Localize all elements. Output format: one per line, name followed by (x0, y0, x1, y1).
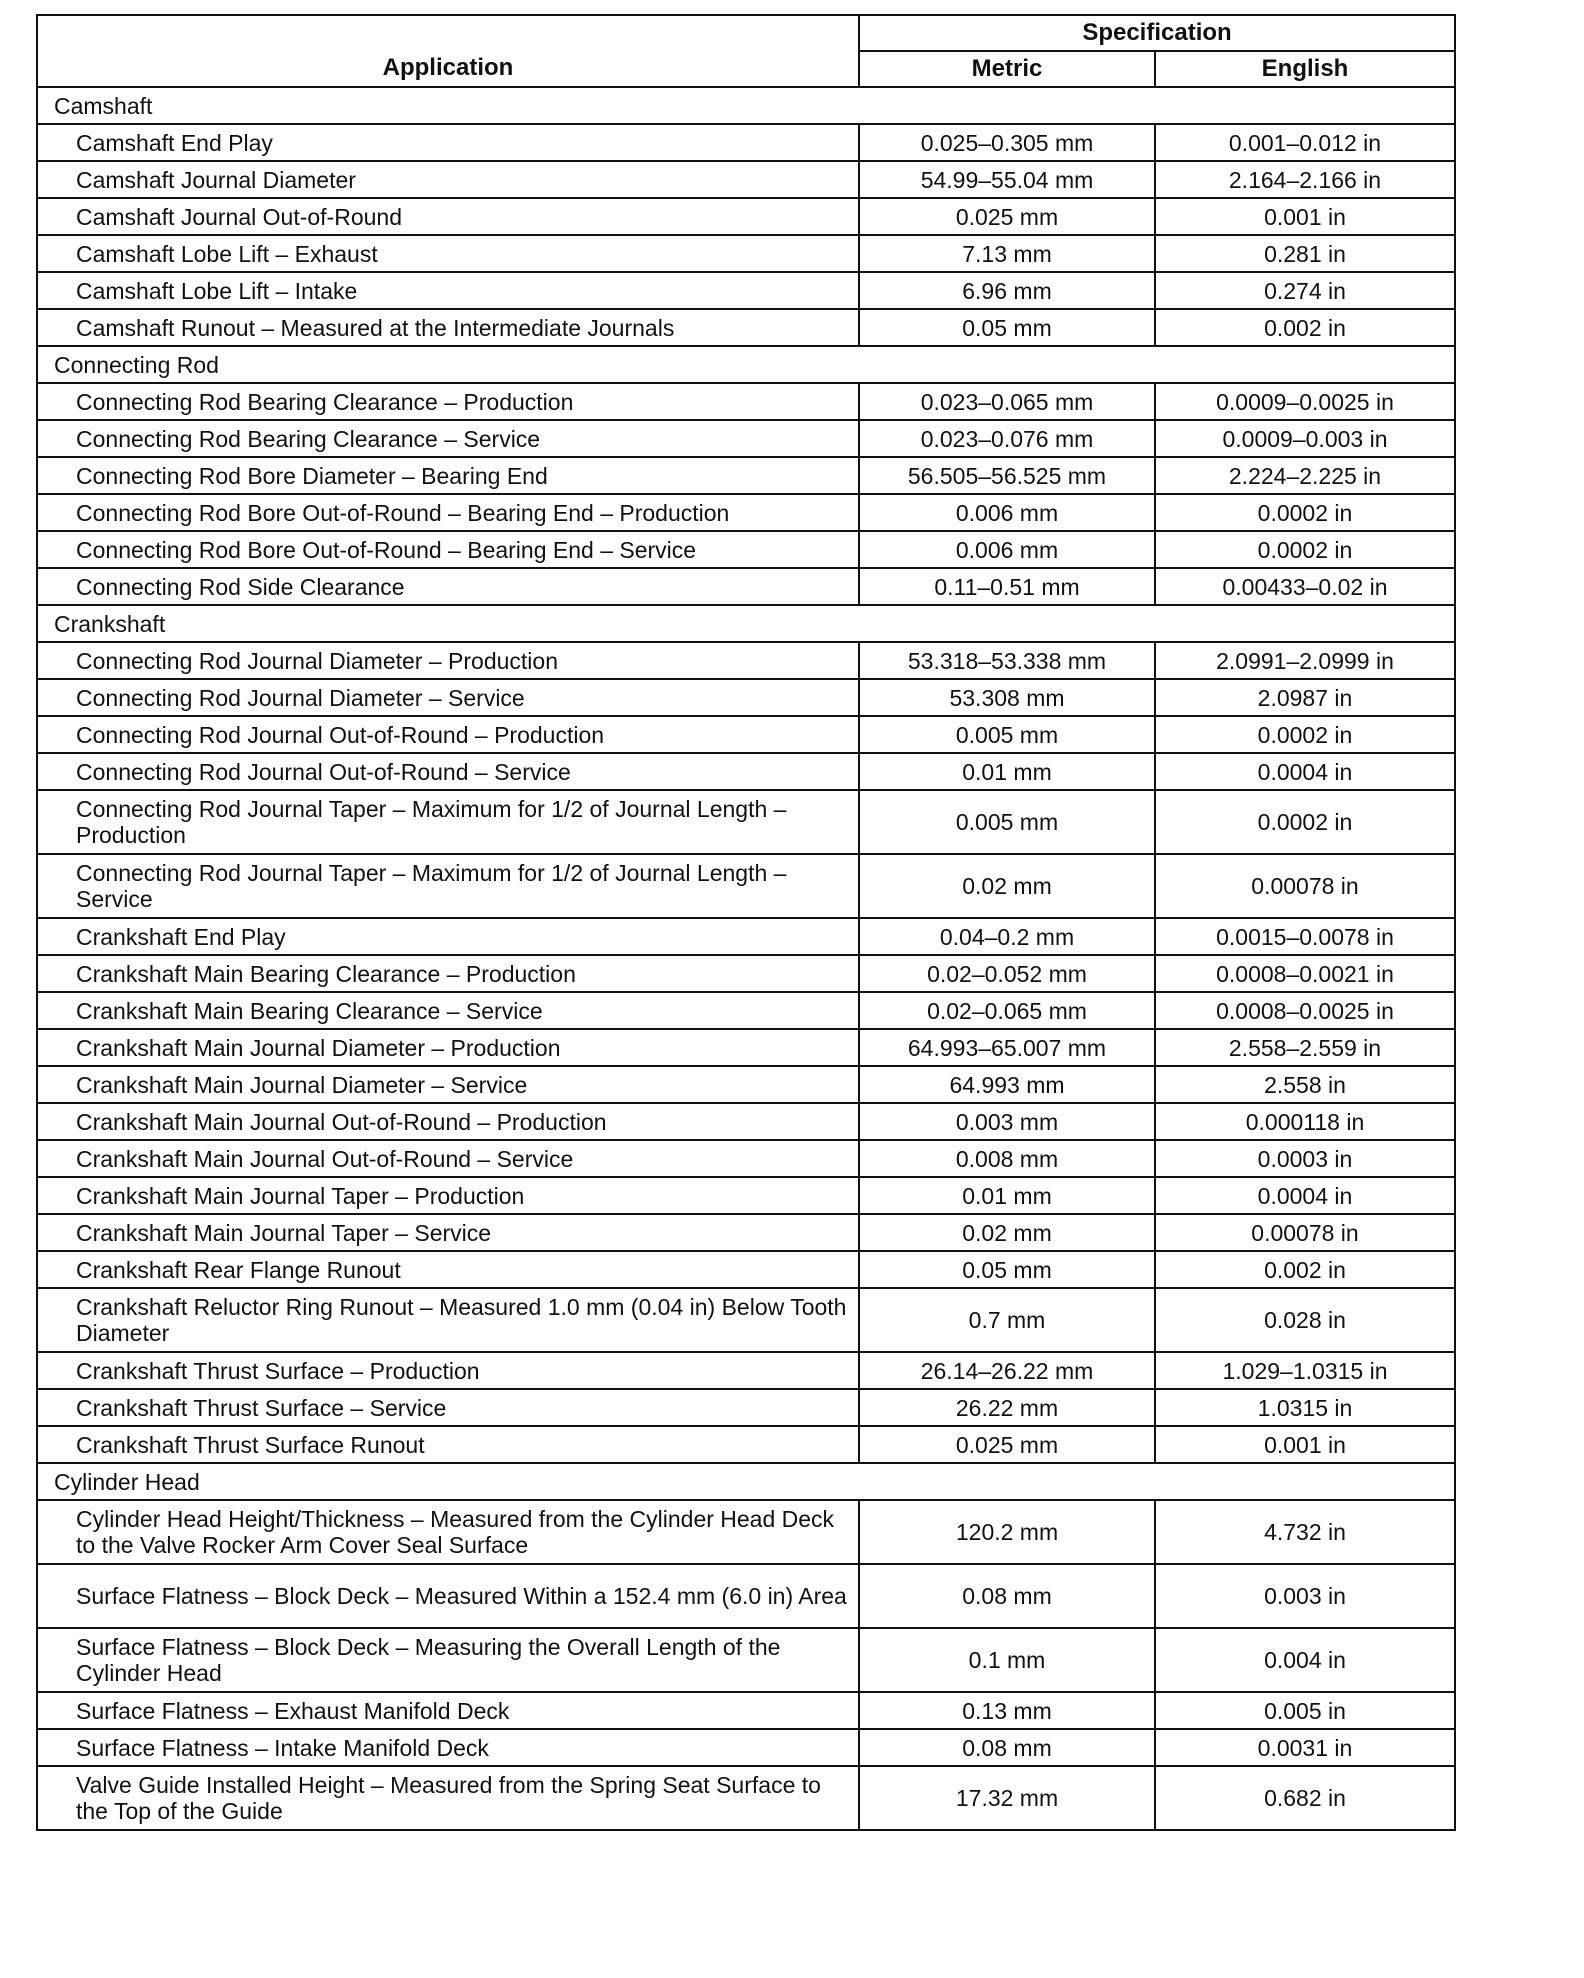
table-row (37, 383, 1455, 420)
english-cell: 0.0015–0.0078 in (1155, 918, 1455, 955)
metric-cell: 0.023–0.076 mm (859, 420, 1155, 457)
metric-cell: 53.308 mm (859, 679, 1155, 716)
application-cell: Crankshaft Main Journal Taper – Production (37, 1177, 859, 1214)
application-cell: Camshaft Journal Out-of-Round (37, 198, 859, 235)
english-cell: 0.005 in (1155, 1692, 1455, 1729)
table-row (37, 1692, 1455, 1729)
english-cell: 0.00078 in (1155, 854, 1455, 918)
application-cell: Crankshaft Thrust Surface Runout (37, 1426, 859, 1463)
application-cell: Connecting Rod Bore Out-of-Round – Bearing End – Production (37, 494, 859, 531)
english-cell: 0.002 in (1155, 1251, 1455, 1288)
table-row (37, 1103, 1455, 1140)
table-body (37, 87, 1455, 1830)
section-title: Cylinder Head (37, 1463, 1455, 1500)
table-row (37, 1066, 1455, 1103)
metric-cell: 0.025 mm (859, 1426, 1155, 1463)
table-row (37, 1352, 1455, 1389)
section-row (37, 605, 1455, 642)
application-cell: Crankshaft Thrust Surface – Service (37, 1389, 859, 1426)
metric-cell: 0.7 mm (859, 1288, 1155, 1352)
english-cell: 0.0031 in (1155, 1729, 1455, 1766)
metric-cell: 0.05 mm (859, 309, 1155, 346)
metric-cell: 0.08 mm (859, 1729, 1155, 1766)
application-cell: Surface Flatness – Exhaust Manifold Deck (37, 1692, 859, 1729)
table-row (37, 309, 1455, 346)
metric-cell: 56.505–56.525 mm (859, 457, 1155, 494)
section-title: Connecting Rod (37, 346, 1455, 383)
metric-cell: 0.008 mm (859, 1140, 1155, 1177)
section-row (37, 1463, 1455, 1500)
application-cell: Camshaft Journal Diameter (37, 161, 859, 198)
table-row (37, 1177, 1455, 1214)
specification-header: Specification (859, 15, 1455, 51)
application-cell: Crankshaft Main Journal Out-of-Round – Production (37, 1103, 859, 1140)
application-header: Application (37, 15, 859, 87)
table-row (37, 161, 1455, 198)
english-cell: 2.558 in (1155, 1066, 1455, 1103)
table-row (37, 1729, 1455, 1766)
application-cell: Crankshaft Main Journal Diameter – Service (37, 1066, 859, 1103)
metric-cell: 0.02–0.052 mm (859, 955, 1155, 992)
table-row (37, 531, 1455, 568)
table-row (37, 235, 1455, 272)
metric-cell: 120.2 mm (859, 1500, 1155, 1564)
application-cell: Connecting Rod Bearing Clearance – Production (37, 383, 859, 420)
metric-cell: 0.006 mm (859, 494, 1155, 531)
metric-cell: 0.01 mm (859, 1177, 1155, 1214)
english-cell: 2.558–2.559 in (1155, 1029, 1455, 1066)
table-row (37, 198, 1455, 235)
table-row (37, 1251, 1455, 1288)
application-cell: Connecting Rod Journal Out-of-Round – Service (37, 753, 859, 790)
english-header: English (1155, 51, 1455, 87)
english-cell: 1.029–1.0315 in (1155, 1352, 1455, 1389)
application-cell: Connecting Rod Journal Out-of-Round – Production (37, 716, 859, 753)
table-row (37, 1766, 1455, 1830)
application-cell: Camshaft Lobe Lift – Exhaust (37, 235, 859, 272)
metric-cell: 0.025 mm (859, 198, 1155, 235)
application-cell: Surface Flatness – Block Deck – Measured Within a 152.4 mm (6.0 in) Area (37, 1564, 859, 1628)
application-cell: Crankshaft End Play (37, 918, 859, 955)
table-row (37, 1564, 1455, 1628)
metric-cell: 6.96 mm (859, 272, 1155, 309)
table-row (37, 1288, 1455, 1352)
application-cell: Crankshaft Reluctor Ring Runout – Measured 1.0 mm (0.04 in) Below Tooth Diameter (37, 1288, 859, 1352)
table-row (37, 679, 1455, 716)
metric-cell: 54.99–55.04 mm (859, 161, 1155, 198)
table-row (37, 642, 1455, 679)
section-row (37, 87, 1455, 124)
metric-cell: 0.08 mm (859, 1564, 1155, 1628)
table-row (37, 420, 1455, 457)
application-cell: Camshaft Lobe Lift – Intake (37, 272, 859, 309)
english-cell: 2.224–2.225 in (1155, 457, 1455, 494)
metric-cell: 0.04–0.2 mm (859, 918, 1155, 955)
section-title: Camshaft (37, 87, 1455, 124)
application-cell: Valve Guide Installed Height – Measured from the Spring Seat Surface to the Top of the Guide (37, 1766, 859, 1830)
table-row (37, 854, 1455, 918)
table-row (37, 124, 1455, 161)
metric-cell: 0.005 mm (859, 716, 1155, 753)
english-cell: 0.00078 in (1155, 1214, 1455, 1251)
specification-table (36, 14, 1456, 1831)
metric-cell: 0.003 mm (859, 1103, 1155, 1140)
metric-cell: 0.006 mm (859, 531, 1155, 568)
english-cell: 0.001 in (1155, 1426, 1455, 1463)
table-header (37, 15, 1455, 87)
english-cell: 4.732 in (1155, 1500, 1455, 1564)
english-cell: 0.000118 in (1155, 1103, 1455, 1140)
application-cell: Crankshaft Thrust Surface – Production (37, 1352, 859, 1389)
table-row (37, 1214, 1455, 1251)
application-cell: Surface Flatness – Intake Manifold Deck (37, 1729, 859, 1766)
application-cell: Crankshaft Rear Flange Runout (37, 1251, 859, 1288)
metric-cell: 7.13 mm (859, 235, 1155, 272)
application-cell: Crankshaft Main Bearing Clearance – Service (37, 992, 859, 1029)
english-cell: 0.0008–0.0025 in (1155, 992, 1455, 1029)
table-row (37, 790, 1455, 854)
application-cell: Crankshaft Main Journal Out-of-Round – Service (37, 1140, 859, 1177)
application-cell: Connecting Rod Journal Taper – Maximum for 1/2 of Journal Length – Service (37, 854, 859, 918)
application-cell: Connecting Rod Side Clearance (37, 568, 859, 605)
application-cell: Connecting Rod Bearing Clearance – Service (37, 420, 859, 457)
table-row (37, 753, 1455, 790)
english-cell: 0.0004 in (1155, 1177, 1455, 1214)
english-cell: 0.001–0.012 in (1155, 124, 1455, 161)
english-cell: 2.164–2.166 in (1155, 161, 1455, 198)
metric-cell: 0.1 mm (859, 1628, 1155, 1692)
english-cell: 0.028 in (1155, 1288, 1455, 1352)
application-cell: Camshaft Runout – Measured at the Intermediate Journals (37, 309, 859, 346)
english-cell: 0.00433–0.02 in (1155, 568, 1455, 605)
application-cell: Connecting Rod Bore Out-of-Round – Bearing End – Service (37, 531, 859, 568)
application-cell: Connecting Rod Journal Diameter – Service (37, 679, 859, 716)
metric-cell: 0.05 mm (859, 1251, 1155, 1288)
table-row (37, 272, 1455, 309)
english-cell: 0.682 in (1155, 1766, 1455, 1830)
table-row (37, 568, 1455, 605)
metric-cell: 64.993–65.007 mm (859, 1029, 1155, 1066)
application-cell: Connecting Rod Journal Diameter – Production (37, 642, 859, 679)
metric-cell: 0.13 mm (859, 1692, 1155, 1729)
application-cell: Connecting Rod Bore Diameter – Bearing End (37, 457, 859, 494)
english-cell: 0.002 in (1155, 309, 1455, 346)
table-row (37, 1426, 1455, 1463)
table-row (37, 1029, 1455, 1066)
metric-cell: 0.023–0.065 mm (859, 383, 1155, 420)
metric-cell: 0.025–0.305 mm (859, 124, 1155, 161)
metric-cell: 0.02 mm (859, 854, 1155, 918)
table-row (37, 1500, 1455, 1564)
metric-cell: 26.14–26.22 mm (859, 1352, 1155, 1389)
metric-cell: 0.02–0.065 mm (859, 992, 1155, 1029)
metric-header: Metric (859, 51, 1155, 87)
table-row (37, 1628, 1455, 1692)
table-row (37, 494, 1455, 531)
table-row (37, 955, 1455, 992)
english-cell: 0.0002 in (1155, 531, 1455, 568)
application-cell: Cylinder Head Height/Thickness – Measured from the Cylinder Head Deck to the Valve Rocker Arm Cover Seal Surface (37, 1500, 859, 1564)
metric-cell: 0.01 mm (859, 753, 1155, 790)
table-row (37, 1389, 1455, 1426)
english-cell: 0.281 in (1155, 235, 1455, 272)
metric-cell: 53.318–53.338 mm (859, 642, 1155, 679)
english-cell: 0.0002 in (1155, 494, 1455, 531)
table-row (37, 918, 1455, 955)
english-cell: 1.0315 in (1155, 1389, 1455, 1426)
english-cell: 0.0009–0.003 in (1155, 420, 1455, 457)
english-cell: 0.0004 in (1155, 753, 1455, 790)
section-row (37, 346, 1455, 383)
metric-cell: 0.11–0.51 mm (859, 568, 1155, 605)
english-cell: 2.0991–2.0999 in (1155, 642, 1455, 679)
table-row (37, 457, 1455, 494)
english-cell: 0.0002 in (1155, 790, 1455, 854)
application-cell: Camshaft End Play (37, 124, 859, 161)
table-row (37, 992, 1455, 1029)
english-cell: 0.0009–0.0025 in (1155, 383, 1455, 420)
metric-cell: 64.993 mm (859, 1066, 1155, 1103)
application-cell: Crankshaft Main Journal Taper – Service (37, 1214, 859, 1251)
table-row (37, 1140, 1455, 1177)
table-row (37, 716, 1455, 753)
metric-cell: 26.22 mm (859, 1389, 1155, 1426)
english-cell: 0.003 in (1155, 1564, 1455, 1628)
english-cell: 0.004 in (1155, 1628, 1455, 1692)
english-cell: 0.0003 in (1155, 1140, 1455, 1177)
section-title: Crankshaft (37, 605, 1455, 642)
application-cell: Crankshaft Main Journal Diameter – Production (37, 1029, 859, 1066)
english-cell: 0.0002 in (1155, 716, 1455, 753)
application-cell: Surface Flatness – Block Deck – Measuring the Overall Length of the Cylinder Head (37, 1628, 859, 1692)
english-cell: 0.0008–0.0021 in (1155, 955, 1455, 992)
metric-cell: 0.005 mm (859, 790, 1155, 854)
metric-cell: 17.32 mm (859, 1766, 1155, 1830)
application-cell: Connecting Rod Journal Taper – Maximum for 1/2 of Journal Length – Production (37, 790, 859, 854)
english-cell: 0.001 in (1155, 198, 1455, 235)
english-cell: 2.0987 in (1155, 679, 1455, 716)
metric-cell: 0.02 mm (859, 1214, 1155, 1251)
application-cell: Crankshaft Main Bearing Clearance – Production (37, 955, 859, 992)
english-cell: 0.274 in (1155, 272, 1455, 309)
